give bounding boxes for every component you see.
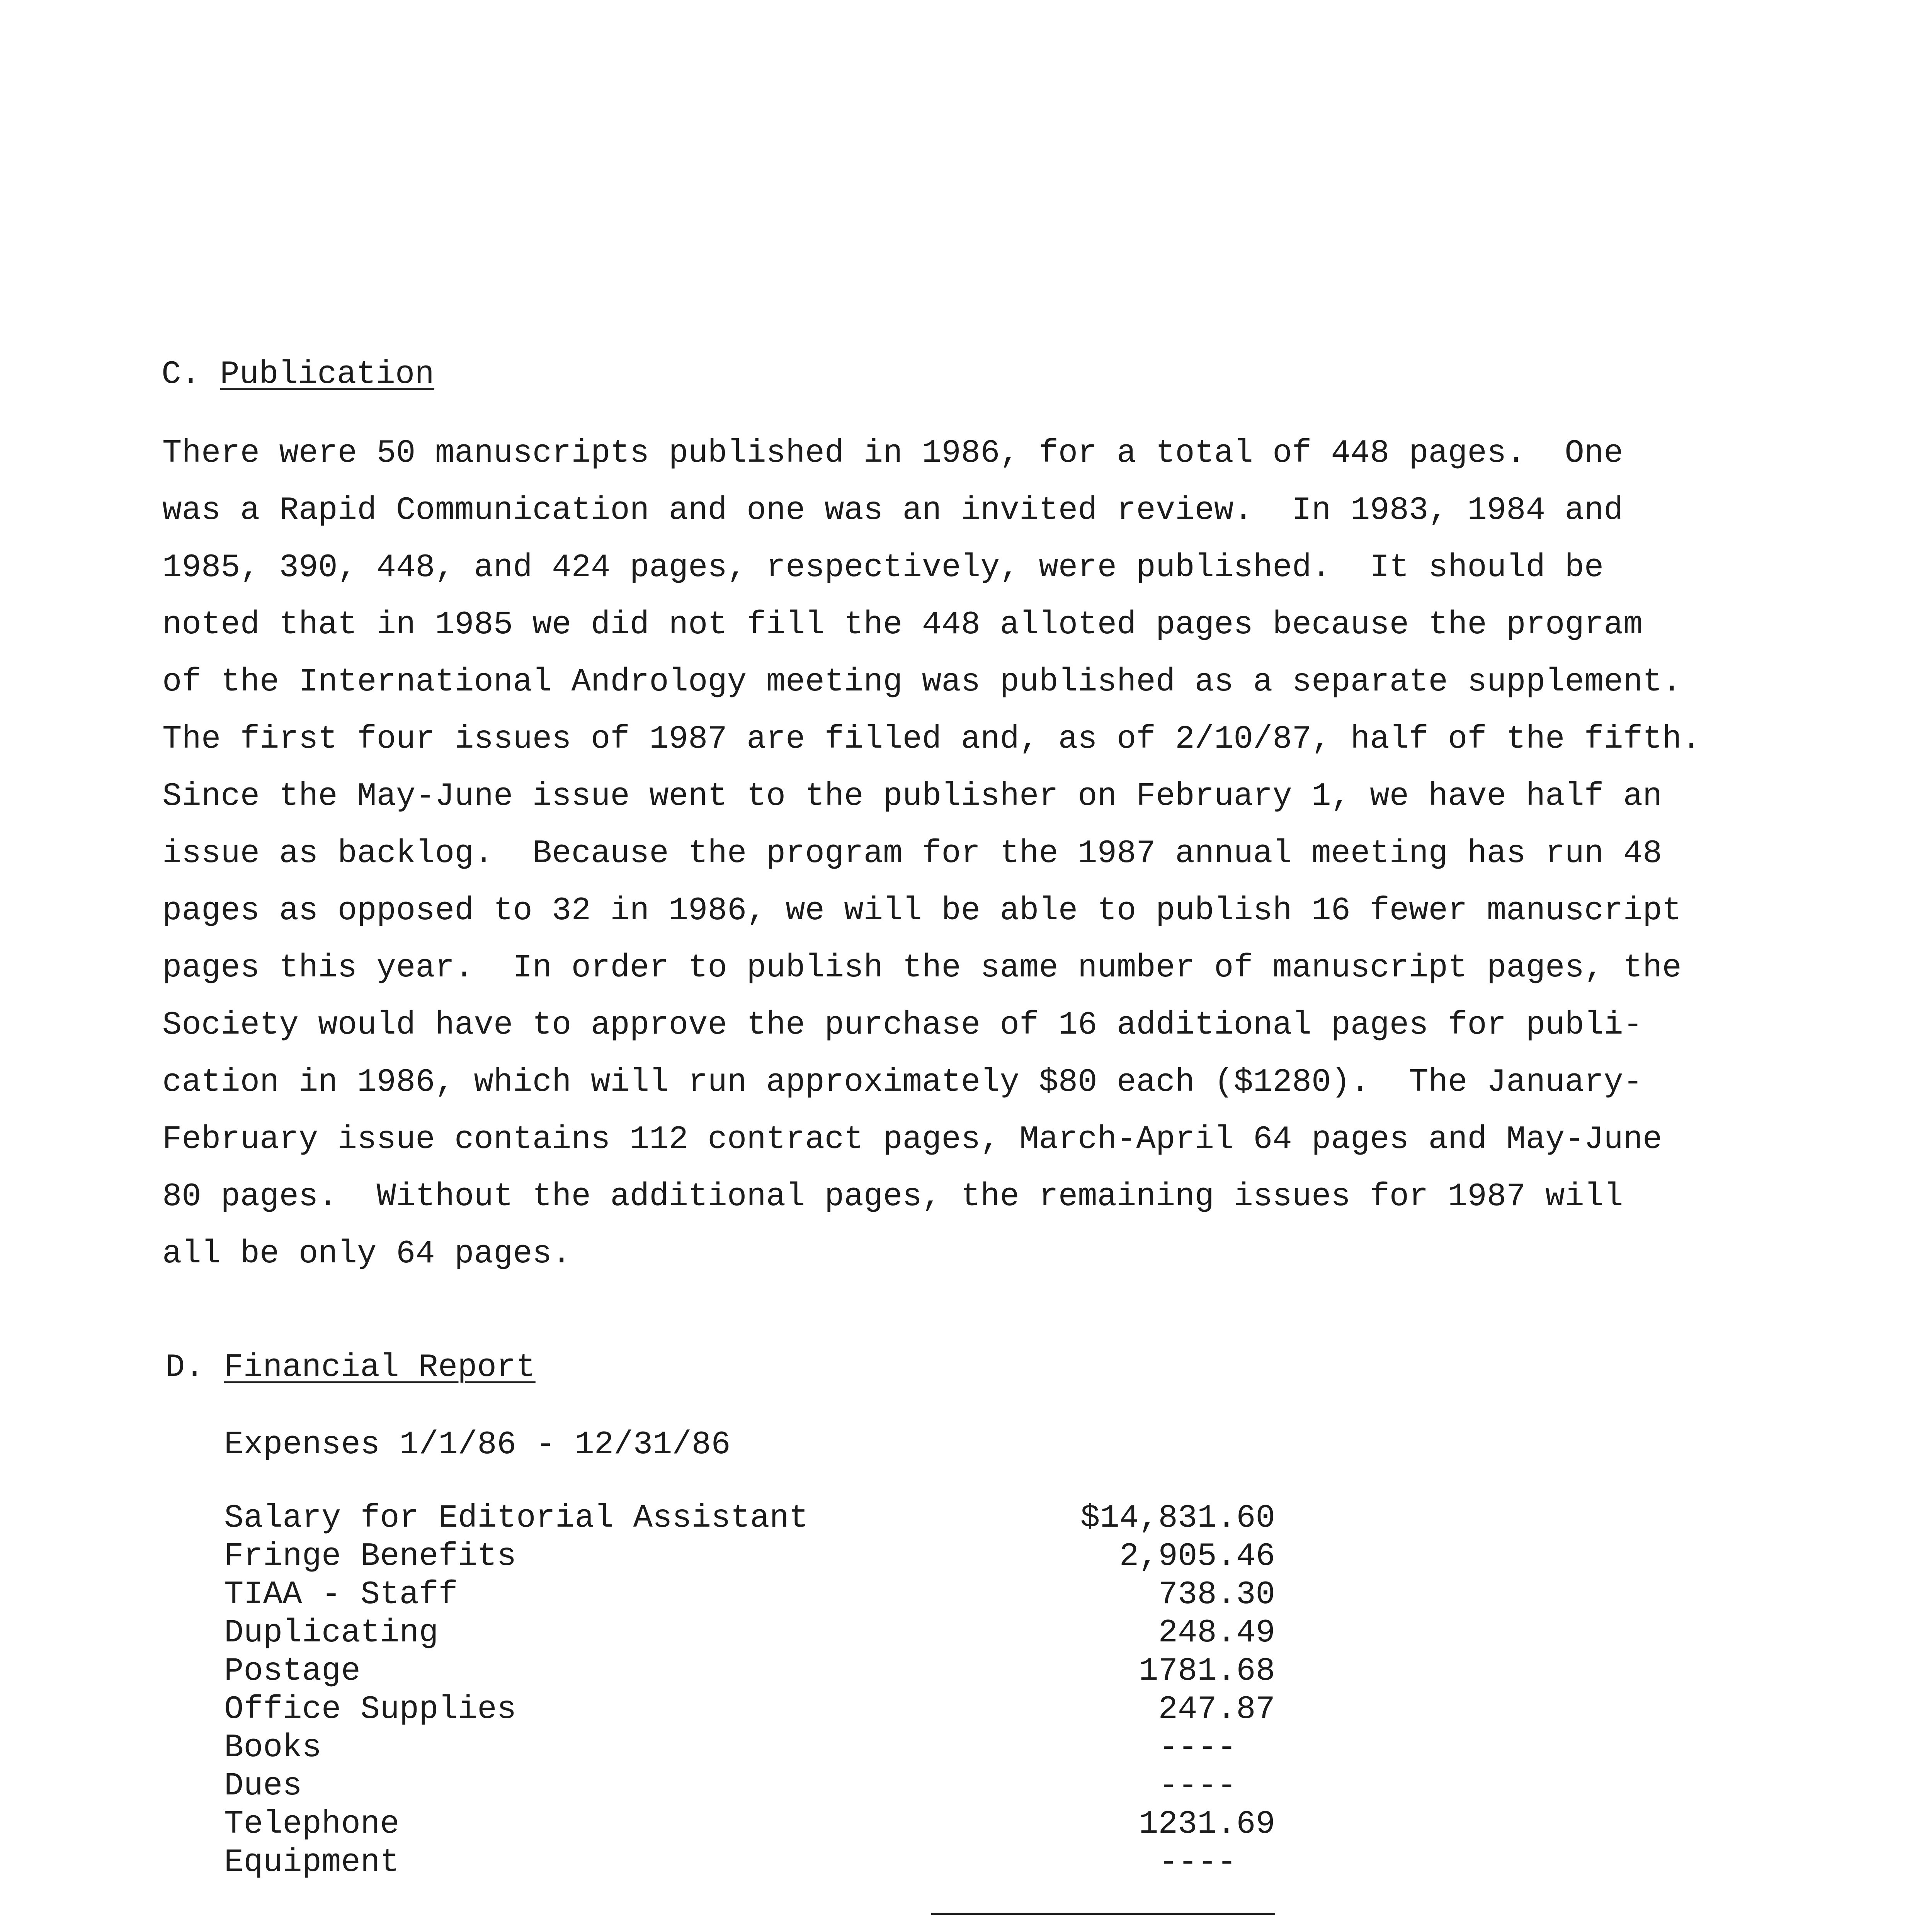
paragraph-line: Society would have to approve the purchase of 16 additional pages for publi- <box>162 1007 1643 1044</box>
section-c-letter: C. <box>162 356 201 393</box>
expense-amount: 1781.68 <box>1139 1653 1275 1690</box>
paragraph-line: noted that in 1985 we did not fill the 448 alloted pages because the program <box>162 607 1643 643</box>
expense-row <box>224 1499 1275 1537</box>
paragraph-line: was a Rapid Communication and one was an invited review. In 1983, 1984 and <box>162 492 1623 529</box>
expense-row <box>224 1537 1275 1576</box>
section-c-heading <box>162 355 434 394</box>
expense-label: Dues <box>224 1768 302 1804</box>
paragraph-line: pages this year. In order to publish the same number of manuscript pages, the <box>162 950 1682 986</box>
expense-amount: 247.87 <box>1158 1691 1275 1728</box>
paragraph-line: all be only 64 pages. <box>162 1236 572 1272</box>
expense-label: Books <box>224 1730 322 1766</box>
expense-amount: 2,905.46 <box>1119 1538 1275 1575</box>
section-d-heading <box>165 1349 536 1387</box>
paragraph-line: of the International Andrology meeting was published as a separate supplement. <box>162 664 1682 701</box>
paragraph-line: issue as backlog. Because the program for the 1987 annual meeting has run 48 <box>162 835 1662 872</box>
expense-row <box>224 1844 1275 1882</box>
expense-amount: $14,831.60 <box>1080 1500 1275 1537</box>
expense-label: Office Supplies <box>224 1691 517 1728</box>
paragraph-line: 80 pages. Without the additional pages, the remaining issues for 1987 will <box>162 1179 1623 1215</box>
expense-label: TIAA - Staff <box>224 1577 458 1613</box>
expense-period: Expenses 1/1/86 - 12/31/86 <box>224 1427 731 1463</box>
section-d-title: Financial Report <box>224 1349 536 1386</box>
expense-label: Telephone <box>224 1806 400 1843</box>
expense-row <box>224 1729 1275 1767</box>
expense-amount: 1231.69 <box>1139 1806 1275 1843</box>
paragraph-line: There were 50 manuscripts published in 1986, for a total of 448 pages. One <box>162 435 1623 472</box>
paragraph-line: February issue contains 112 contract pages, March-April 64 pages and May-June <box>162 1121 1662 1158</box>
expense-amount: 248.49 <box>1158 1615 1275 1651</box>
expense-row <box>224 1690 1275 1729</box>
paragraph-line: Since the May-June issue went to the publisher on February 1, we have half an <box>162 778 1662 815</box>
expense-label: Fringe Benefits <box>224 1538 517 1575</box>
paragraph-line: cation in 1986, which will run approximately $80 each ($1280). The January- <box>162 1064 1643 1101</box>
section-d-letter: D. <box>165 1349 204 1386</box>
expense-label: Equipment <box>224 1844 400 1881</box>
expense-amount: 738.30 <box>1158 1577 1275 1613</box>
expense-table <box>224 1499 1275 1882</box>
publication-paragraph <box>162 425 1708 1283</box>
expense-amount: ---- <box>1158 1844 1237 1881</box>
expense-row <box>224 1614 1275 1652</box>
expense-label: Salary for Editorial Assistant <box>224 1500 809 1537</box>
expense-row <box>224 1576 1275 1614</box>
expense-amount: ---- <box>1158 1768 1237 1804</box>
expense-label: Postage <box>224 1653 361 1690</box>
expense-label: Duplicating <box>224 1615 439 1651</box>
expense-row <box>224 1805 1275 1844</box>
paragraph-line: pages as opposed to 32 in 1986, we will be able to publish 16 fewer manuscript <box>162 893 1682 929</box>
expense-row <box>224 1652 1275 1690</box>
section-c-title: Publication <box>220 356 434 393</box>
paragraph-line: The first four issues of 1987 are filled and, as of 2/10/87, half of the fifth. <box>162 721 1701 758</box>
paragraph-line: 1985, 390, 448, and 424 pages, respectively, were published. It should be <box>162 549 1604 586</box>
expense-row <box>224 1767 1275 1805</box>
expense-amount: ---- <box>1158 1730 1237 1766</box>
total-divider <box>931 1913 1275 1915</box>
